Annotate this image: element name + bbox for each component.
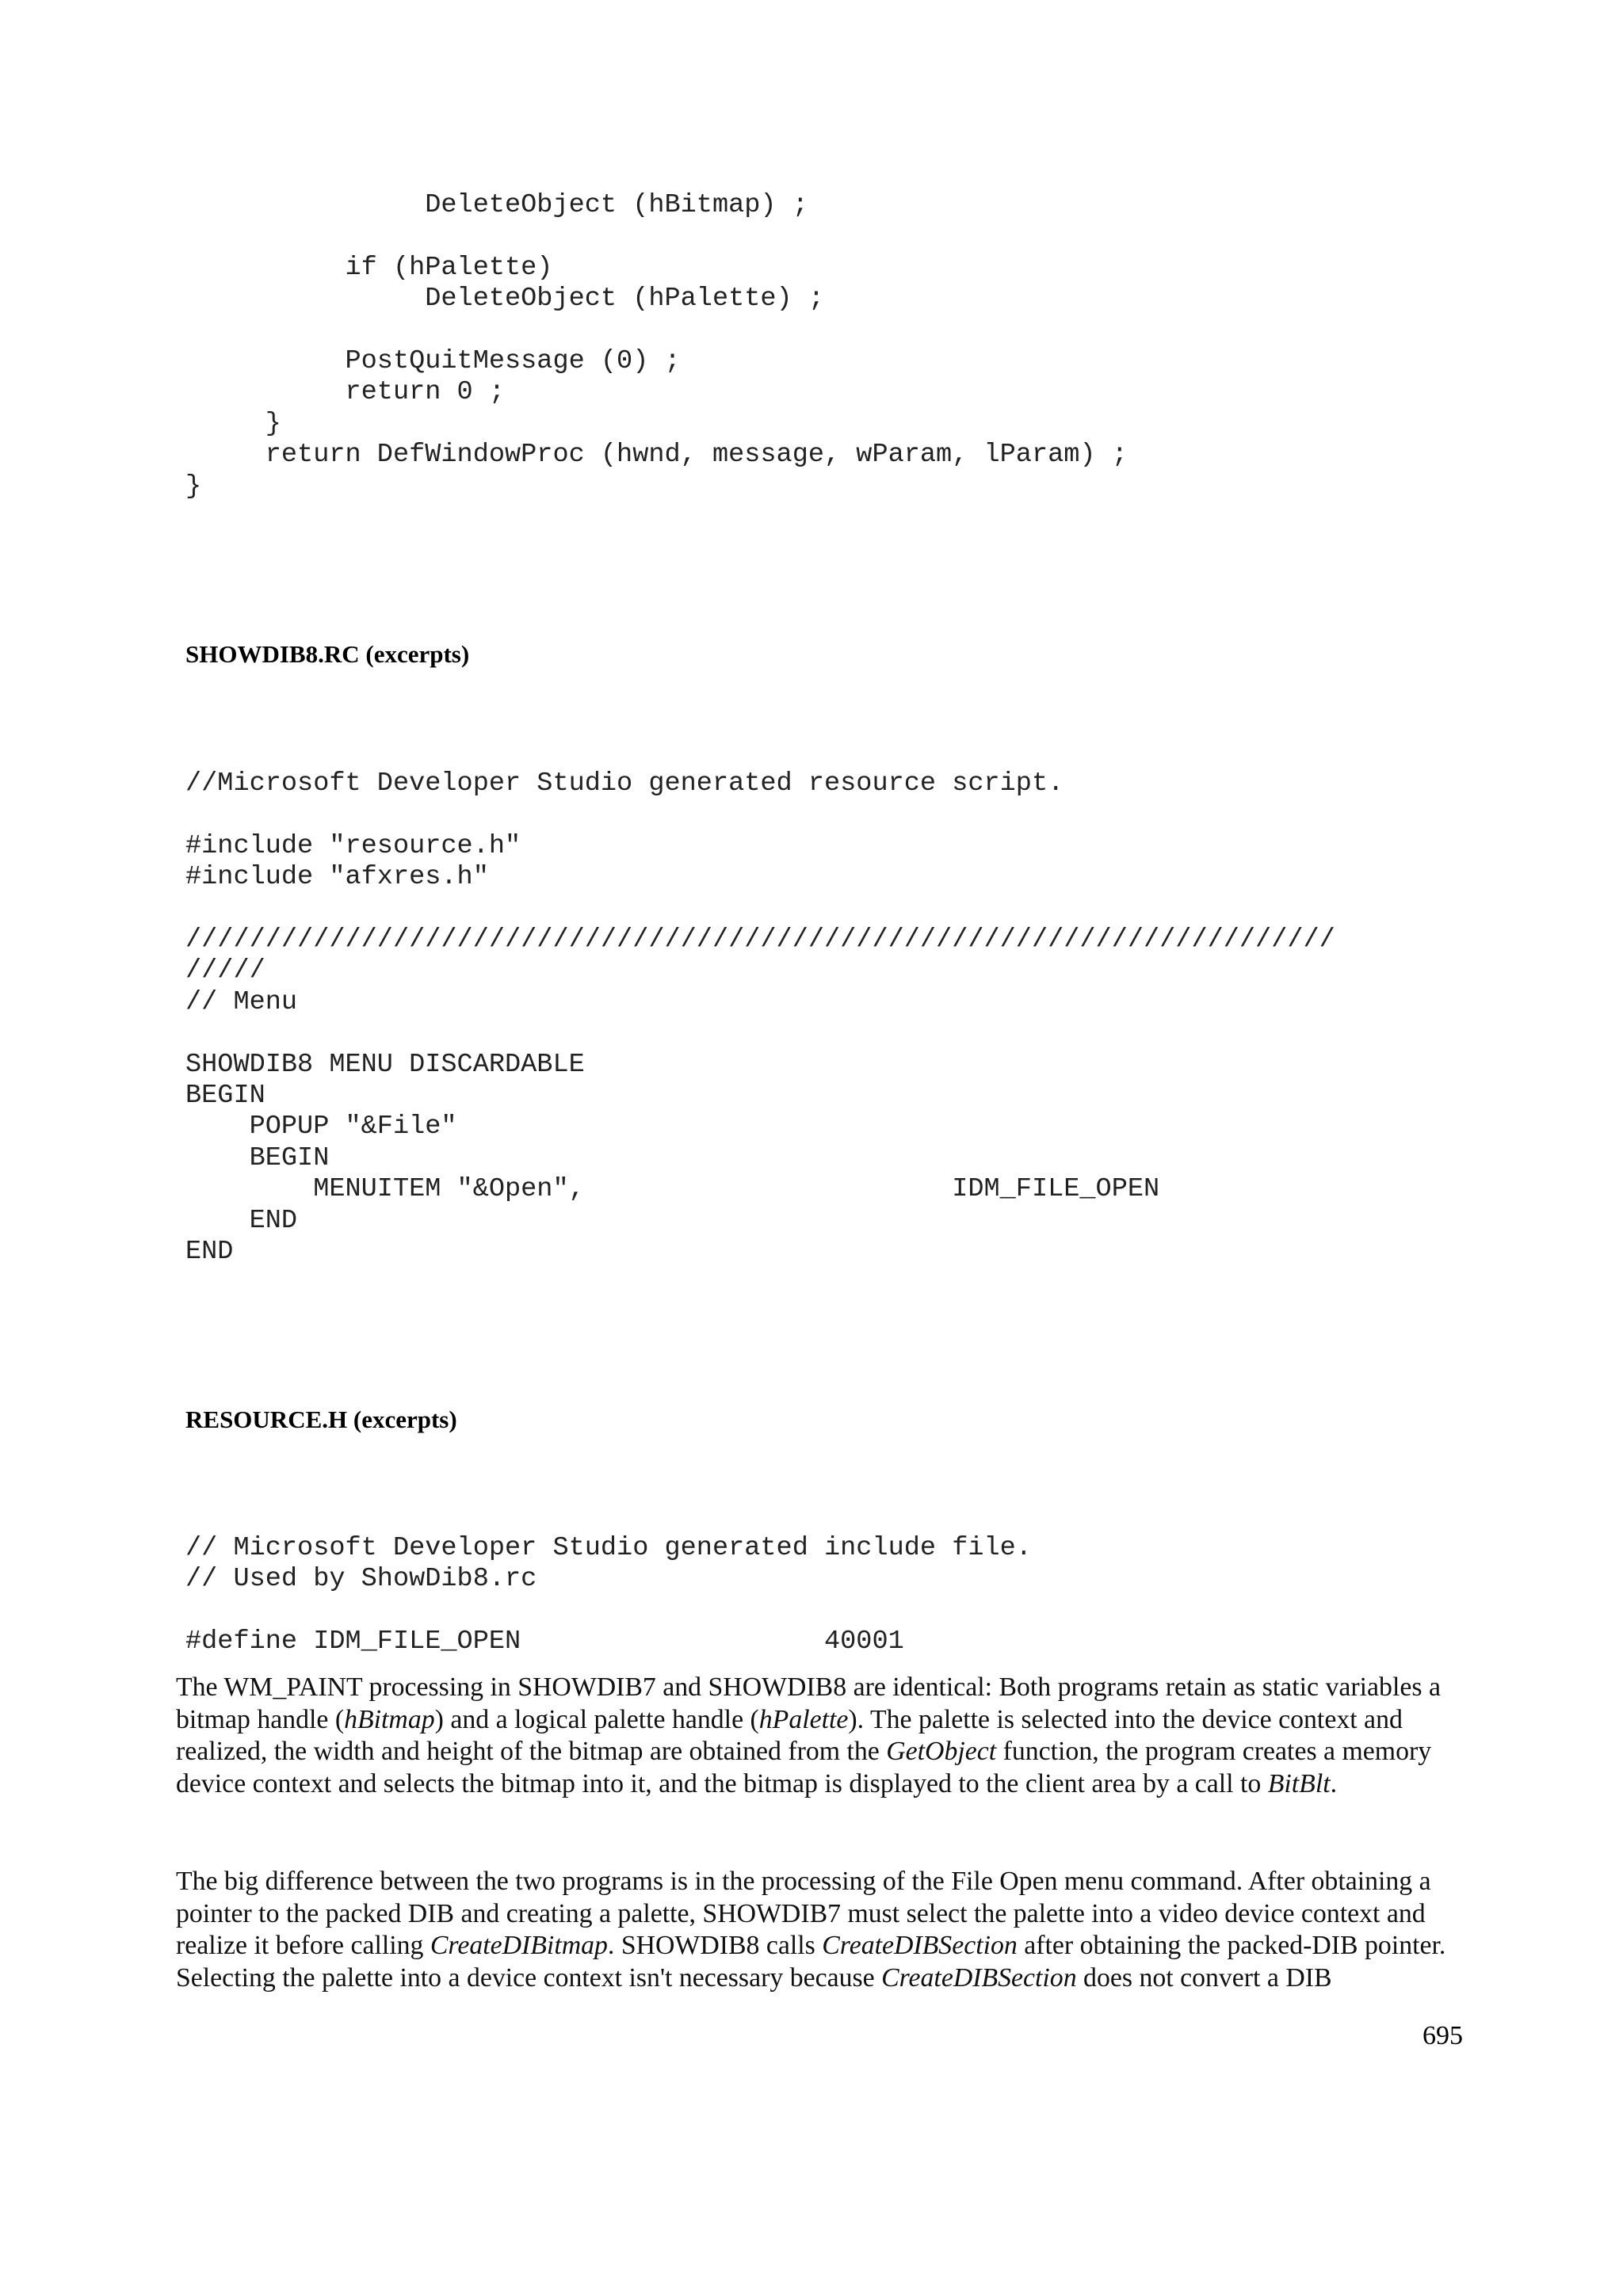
code-block-resource-header: // Microsoft Developer Studio generated include file. // Used by ShowDib8.rc #define IDM_FILE_OPEN 40001 xyxy=(185,1533,1032,1657)
text-run: ) and a logical palette handle ( xyxy=(434,1704,759,1734)
code-block-resource-script: //Microsoft Developer Studio generated resource script. #include "resource.h" #include "afxres.h" //////////////////////////////////////////////////////////////////////// ///// // Menu SHOWDIB8 MENU DISCARDABLE BEGIN POPUP "&File" BEGIN MENUITEM "&Open", IDM_FILE_OPEN END END xyxy=(185,769,1335,1268)
text-run: . SHOWDIB8 calls xyxy=(607,1931,823,1961)
text-run: after obtaining the packed-DIB pointer. Selecting the palette into a device context isn't necessary because xyxy=(176,1931,1446,1993)
text-run: function, the program creates a memory device context and selects the bitmap into it, and the bitmap is displayed to the client area by a call to xyxy=(176,1737,1432,1798)
italic-term: BitBlt xyxy=(1267,1768,1331,1798)
italic-term: GetObject xyxy=(886,1737,997,1767)
italic-term: CreateDIBSection xyxy=(822,1931,1018,1961)
text-run: The big difference between the two programs is in the processing of the File Open menu command. After obtaining a pointer to the packed DIB and creating a palette, SHOWDIB7 must select the palette into a video device context and realize it before calling xyxy=(176,1867,1431,1961)
italic-term: hBitmap xyxy=(344,1704,435,1734)
code-block-window-proc-end: DeleteObject (hBitmap) ; if (hPalette) DeleteObject (hPalette) ; PostQuitMessage (0) ; return 0 ; } return DefWindowProc (hwnd, message, wParam, lParam) ; } xyxy=(185,190,1128,502)
italic-term: hPalette xyxy=(758,1704,849,1734)
heading-showdib8-rc: SHOWDIB8.RC (excerpts) xyxy=(185,640,470,668)
page-number: 695 xyxy=(1423,2021,1463,2050)
paragraph-wm-paint xyxy=(176,1672,1480,1800)
italic-term: CreateDIBSection xyxy=(881,1962,1077,1993)
heading-resource-h: RESOURCE.H (excerpts) xyxy=(185,1405,457,1433)
text-run: . xyxy=(1330,1768,1338,1798)
text-run: ). The palette is selected into the device context and realized, the width and height of the bitmap are obtained from the xyxy=(176,1704,1403,1767)
paragraph-file-open-difference xyxy=(176,1866,1480,1994)
text-run: does not convert a DIB xyxy=(1076,1962,1332,1993)
text-run: The WM_PAINT processing in SHOWDIB7 and SHOWDIB8 are identical: Both programs retain as static variables a bitmap handle ( xyxy=(176,1672,1441,1734)
italic-term: CreateDIBitmap xyxy=(430,1931,608,1961)
